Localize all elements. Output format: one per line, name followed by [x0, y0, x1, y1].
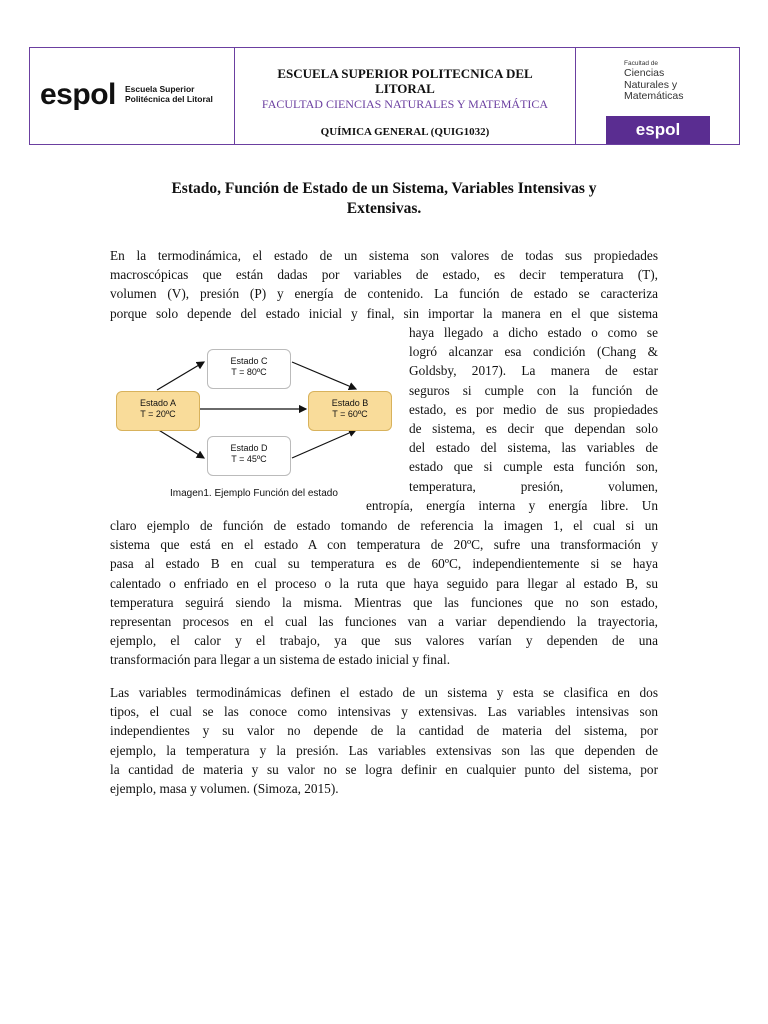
- text-line: de sistema, es decir que dependan solo: [409, 421, 658, 437]
- state-d-box: [207, 436, 291, 476]
- text-line: macroscópicas que están dadas por variables de estado, es decir temperatura (T),: [110, 267, 658, 283]
- text-line: la cantidad de materia y su valor no se logra definir en cualquier punto del sistema, por: [110, 761, 658, 777]
- state-a-temp: T = 20ºC: [140, 409, 176, 419]
- text-line: temperatura, presión, volumen,: [409, 478, 658, 494]
- text-line: Las variables termodinámicas definen el estado de un sistema y esta se clasifica en dos: [110, 685, 658, 700]
- arrow-a-to-d: [157, 429, 204, 458]
- state-d-temp: T = 45ºC: [231, 454, 267, 464]
- state-function-diagram: [112, 344, 397, 504]
- text-line: sistema que está en el estado A con temperatura de 20ºC, sufre una transformación y: [110, 537, 658, 553]
- arrow-a-to-c: [157, 362, 204, 390]
- header-faculty-logo-cell: [576, 48, 739, 144]
- school-name-line-2: LITORAL: [375, 81, 435, 96]
- school-name: [235, 66, 575, 96]
- espol-logo-subtitle: [125, 84, 213, 104]
- paragraph-1-wide-line: [366, 496, 658, 515]
- logo-subtitle-line-1: Escuela Superior: [125, 84, 195, 94]
- figure-caption: Imagen1. Ejemplo Función del estado: [170, 488, 338, 499]
- faculty-logo-line-2: Naturales y: [624, 78, 678, 91]
- text-line: tipos, el cual se las conoce como intensivas y extensivas. Las variables intensivas son: [110, 704, 658, 720]
- faculty-logo-line-1: Ciencias: [624, 67, 665, 79]
- document-header: [29, 47, 740, 145]
- state-b-name: Estado B: [331, 398, 369, 408]
- faculty-logo-text: [624, 59, 684, 103]
- course-name: QUÍMICA GENERAL (QUIG1032): [320, 126, 490, 138]
- header-title-cell: [235, 48, 576, 144]
- arrow-c-to-b: [292, 362, 356, 389]
- text-line: porque solo depende del estado inicial y final, sin importar la manera en el que sistema: [110, 305, 658, 321]
- text-line: transformación para llegar a un sistema de estado inicial y final.: [110, 652, 451, 668]
- faculty-logo-small: Facultad de: [624, 60, 658, 67]
- school-name-line-1: ESCUELA SUPERIOR POLITECNICA DEL: [277, 66, 533, 81]
- text-line: temperatura seguirá siendo la misma. Mientras que las funciones que no son estado,: [110, 594, 658, 610]
- state-a-name: Estado A: [139, 398, 177, 408]
- paragraph-1-intro: [110, 246, 658, 323]
- text-line: En la termodinámica, el estado de un sistema son valores de todas sus propiedades: [110, 248, 658, 263]
- arrow-d-to-b: [292, 430, 356, 458]
- text-line: ejemplo, el calor y el trabajo, ya que sus valores varían y dependen de una: [110, 633, 658, 649]
- text-line: volumen (V), presión (P) y energía de contenido. La función de estado se caracteriza: [110, 286, 658, 302]
- title-line-1: Estado, Función de Estado de un Sistema, Variables Intensivas y: [171, 180, 597, 197]
- state-b-temp: T = 60ºC: [332, 409, 368, 419]
- paragraph-2: [110, 683, 658, 798]
- espol-logo: espol: [40, 78, 116, 111]
- faculty-logo-line-3: Matemáticas: [624, 90, 684, 102]
- text-line: entropía, energía interna y energía libre. Un: [366, 498, 658, 513]
- state-b-box: [308, 391, 392, 431]
- text-line: ejemplo, la temperatura y la presión. Las variables extensivas son las que dependen de: [110, 742, 658, 758]
- text-line: pasa al estado B en cual su temperatura es de 60ºC, independientemente si se haya: [110, 556, 658, 572]
- state-c-temp: T = 80ºC: [231, 367, 267, 377]
- logo-subtitle-line-2: Politécnica del Litoral: [125, 94, 213, 104]
- text-line: haya llegado a dicho estado o como se: [409, 325, 658, 340]
- document-title: [90, 179, 678, 219]
- paragraph-1-rest: [110, 516, 658, 670]
- text-line: Goldsby, 2017). La manera de estar: [409, 363, 658, 379]
- text-line: logró alcanzar esa condición (Chang &: [409, 344, 658, 360]
- header-logo-cell: [30, 48, 235, 144]
- state-c-name: Estado C: [230, 356, 268, 366]
- faculty-name: FACULTAD CIENCIAS NATURALES Y MATEMÁTICA: [261, 97, 549, 111]
- paragraph-1-wrap: [409, 323, 658, 496]
- text-line: independientes y su valor no depende de la cantidad de materia del sistema, por: [110, 723, 658, 739]
- text-line: estado que si cumple esta función son,: [409, 459, 658, 475]
- text-line: seguros si cumple con la función de: [409, 382, 658, 398]
- state-c-box: [207, 349, 291, 389]
- text-line: claro ejemplo de función de estado tomando de referencia la imagen 1, el cual si un: [110, 518, 658, 533]
- state-a-box: [116, 391, 200, 431]
- text-line: representan procesos en el cual las funciones van a variar dependiendo la trayectoria,: [110, 614, 658, 630]
- text-line: ejemplo, masa y volumen. (Simoza, 2015).: [110, 781, 339, 797]
- text-line: del estado del sistema, las variables de: [409, 440, 658, 456]
- text-line: calentado o enfriado en el proceso o la ruta que haya seguido para llegar al estado B, su: [110, 575, 658, 591]
- state-d-name: Estado D: [230, 443, 268, 453]
- faculty-logo-band: espol: [606, 116, 710, 144]
- text-line: estado, es por medio de sus propiedades: [409, 401, 658, 417]
- title-line-2: Extensivas.: [346, 200, 422, 217]
